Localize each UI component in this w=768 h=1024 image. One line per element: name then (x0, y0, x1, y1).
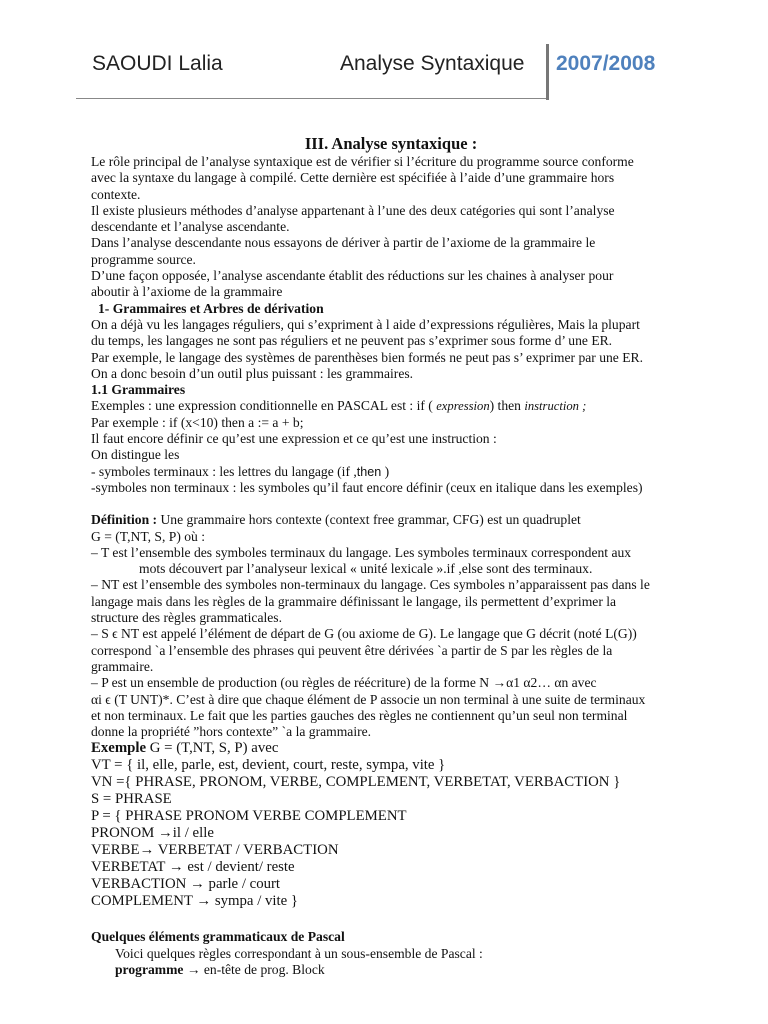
definition-line: – NT est l’ensemble des symboles non-terminaux du langage. Ces symboles n’apparaissent pas dans le (91, 577, 650, 593)
grammar-line: VERBACTION → parle / court (91, 875, 281, 892)
intro-line: Dans l’analyse descendante nous essayons de dériver à partir de l’axiome de la grammaire le (91, 235, 596, 251)
definition-line: G = (T,NT, S, P) où : (91, 528, 206, 544)
exemple-line (91, 740, 691, 757)
intro-line: avec la syntaxe du langage à compilé. Cette dernière est spécifiée à l’aide d’une grammaire hors (91, 170, 615, 186)
pascal-rule (91, 962, 691, 978)
grammar-line: VT = { il, elle, parle, est, devient, court, reste, sympa, vite } (91, 757, 446, 774)
definition-line: – S ϵ NT est appelé l’élément de départ de G (ou axiome de G). Le langage que G décrit (noté L(G)) (91, 626, 637, 642)
example-prefix: Exemples : une expression conditionnelle en PASCAL est : if ( (91, 398, 437, 414)
terminal-symbols-line (91, 464, 691, 480)
pascal-section-title: Quelques éléments grammaticaux de Pascal (91, 929, 345, 945)
grammar-line: VERBETAT → est / devient/ reste (91, 858, 295, 875)
exemple-text: G = (T,NT, S, P) avec (146, 740, 279, 757)
pascal-intro: Voici quelques règles correspondant à un sous-ensemble de Pascal : (115, 945, 483, 961)
terminal-then: then (356, 464, 382, 479)
example-expression: expression (436, 399, 490, 414)
terminal-suffix: ) (381, 463, 390, 479)
subsection-line: On a donc besoin d’un outil plus puissant : les grammaires. (91, 365, 414, 381)
example-conditional-line (91, 398, 691, 414)
header-divider-vertical (546, 44, 549, 100)
definition-line: αi ϵ (T UNT)*. C’est à dire que chaque élément de P associe un non terminal à une suite de terminaux (91, 691, 646, 707)
definition-line: – P est un ensemble de production (ou règles de réécriture) de la forme N →α1 α2… αn avec (91, 675, 597, 691)
header-author: SAOUDI Lalia (92, 52, 223, 75)
nonterminal-symbols-line: -symboles non terminaux : les symboles qu’il faut encore définir (ceux en italique dans les exemples) (91, 479, 643, 495)
grammar-line: S = PHRASE (91, 791, 172, 808)
definition-line: mots découvert par l’analyseur lexical « unité lexicale ».if ,else sont des terminaux. (139, 561, 593, 577)
example-line: On distingue les (91, 447, 180, 463)
intro-line: contexte. (91, 186, 141, 202)
intro-line: Le rôle principal de l’analyse syntaxique est de vérifier si l’écriture du programme source conforme (91, 154, 634, 169)
subsection-line: On a déjà vu les langages réguliers, qui s’expriment à l aide d’expressions régulières, Mais la plupart (91, 316, 640, 332)
example-mid: ) then (489, 398, 525, 414)
definition-line: grammaire. (91, 658, 154, 674)
intro-line: Il existe plusieurs méthodes d’analyse appartenant à l’une des deux catégories qui sont l’analyse (91, 202, 615, 218)
intro-line: programme source. (91, 251, 196, 267)
header-divider-horizontal (76, 98, 546, 99)
example-line: Par exemple : if (x<10) then a := a + b; (91, 414, 304, 430)
subsection-title-grammaires: 1.1 Grammaires (91, 382, 186, 398)
example-instruction: instruction ; (524, 399, 587, 414)
definition-line: et non terminaux. Le fait que les parties gauches des règles ne contiennent qu’un seul non terminal (91, 707, 628, 723)
grammar-line: P = { PHRASE PRONOM VERBE COMPLEMENT (91, 808, 407, 825)
document-body (91, 134, 691, 978)
definition-line: structure des règles grammaticales. (91, 610, 282, 626)
subsection-line: du temps, les langages ne sont pas réguliers et ne peuvent pas s’exprimer sous forme d’ une ER. (91, 333, 613, 349)
section-title: III. Analyse syntaxique : (304, 134, 478, 153)
intro-line: descendante et l’analyse ascendante. (91, 219, 290, 235)
definition-line: correspond `a l’ensemble des phrases qui peuvent être dérivées `a partir de S par les règles de la (91, 642, 613, 658)
page-header (0, 0, 768, 100)
definition-label: Définition : (91, 512, 158, 528)
header-title: Analyse Syntaxique (340, 52, 525, 75)
example-line: Il faut encore définir ce qu’est une expression et ce qu’est une instruction : (91, 431, 497, 447)
grammar-line: VN ={ PHRASE, PRONOM, VERBE, COMPLEMENT, VERBETAT, VERBACTION } (91, 774, 621, 791)
grammar-line: PRONOM →il / elle (91, 824, 214, 841)
intro-line: D’une façon opposée, l’analyse ascendante établit des réductions sur les chaines à analyser pour (91, 268, 614, 284)
pascal-rule-keyword: programme (115, 962, 184, 978)
subsection-line: Par exemple, le langage des systèmes de parenthèses bien formés ne peut pas s’ exprimer par une ER. (91, 349, 643, 365)
definition-line (91, 512, 691, 528)
header-year: 2007/2008 (556, 52, 656, 75)
grammar-line: VERBE→ VERBETAT / VERBACTION (91, 841, 339, 858)
exemple-label: Exemple (91, 740, 147, 757)
definition-line: – T est l’ensemble des symboles terminaux du langage. Les symboles terminaux correspondent aux (91, 544, 632, 560)
terminal-prefix: - symboles terminaux : les lettres du langage (if , (91, 463, 357, 479)
grammar-line: COMPLEMENT → sympa / vite } (91, 892, 298, 909)
definition-line: langage mais dans les règles de la grammaire définissant le langage, ils permettent d’exprimer la (91, 593, 617, 609)
definition-text: Une grammaire hors contexte (context free grammar, CFG) est un quadruplet (157, 512, 581, 528)
subsection-title-grammaires-arbres: 1- Grammaires et Arbres de dérivation (98, 300, 324, 316)
intro-line: aboutir à l’axiome de la grammaire (91, 284, 283, 300)
pascal-rule-text: → en-tête de prog. Block (183, 962, 325, 978)
definition-line: donne la propriété ”hors contexte” `a la grammaire. (91, 724, 372, 740)
